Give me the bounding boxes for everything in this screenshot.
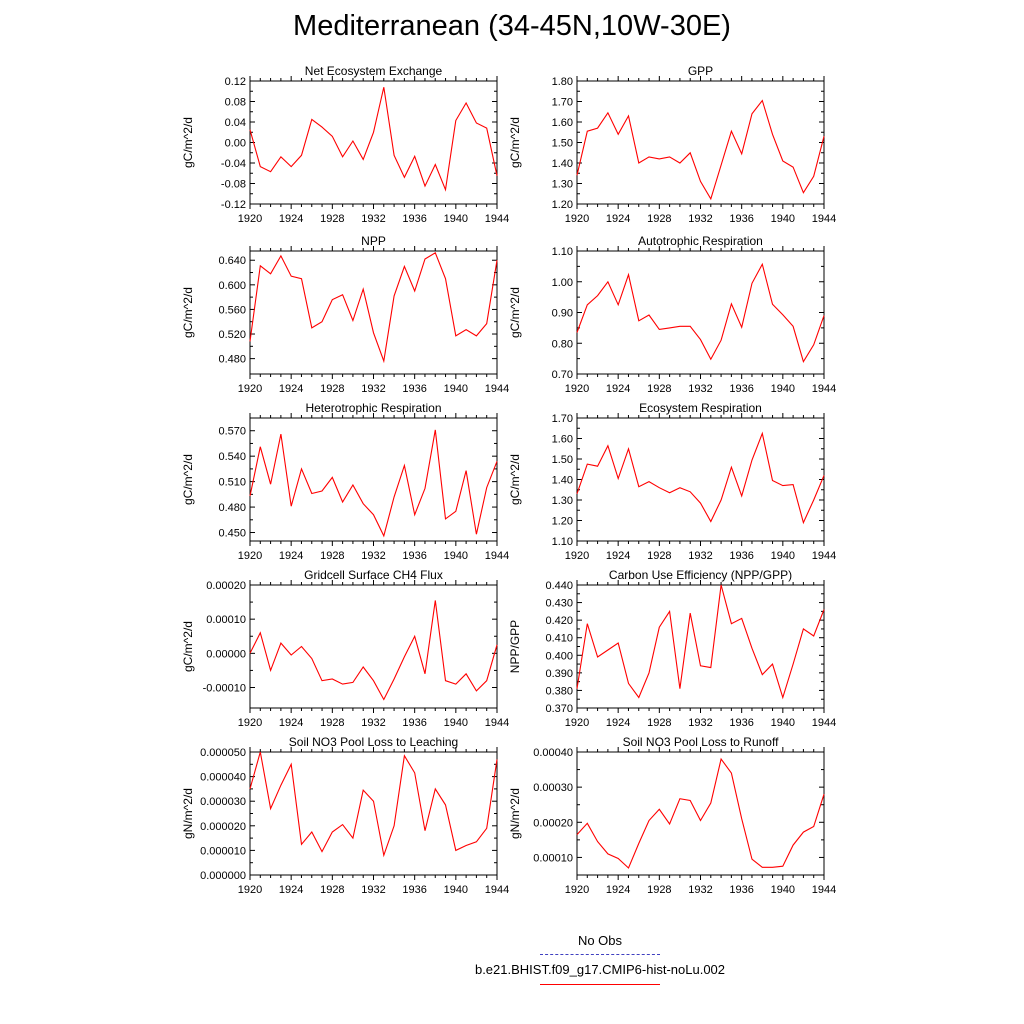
y-axis-label: gC/m^2/d bbox=[508, 287, 522, 338]
x-tick-label: 1940 bbox=[443, 550, 469, 562]
chart-panel-9 bbox=[508, 735, 836, 896]
x-tick-label: 1944 bbox=[484, 383, 510, 395]
y-tick-label: -0.00010 bbox=[202, 682, 246, 695]
x-tick-label: 1936 bbox=[402, 383, 427, 395]
y-tick-label: 1.00 bbox=[551, 276, 573, 289]
x-tick-label: 1940 bbox=[770, 213, 796, 225]
x-tick-label: 1920 bbox=[237, 213, 263, 225]
series-line bbox=[250, 87, 497, 190]
x-tick-label: 1920 bbox=[237, 550, 263, 562]
y-tick-label: -0.12 bbox=[220, 199, 246, 211]
series-line bbox=[577, 585, 824, 698]
legend-model-label: b.e21.BHIST.f09_g17.CMIP6-hist-noLu.002 bbox=[474, 962, 726, 977]
x-tick-label: 1936 bbox=[402, 550, 427, 562]
y-axis-label: gC/m^2/d bbox=[508, 454, 522, 505]
y-axis-label: gC/m^2/d bbox=[181, 621, 195, 672]
chart-title: Ecosystem Respiration bbox=[639, 401, 762, 415]
y-tick-label: 1.70 bbox=[551, 96, 573, 109]
chart-panel-7 bbox=[508, 568, 836, 729]
y-tick-label: 0.540 bbox=[218, 451, 246, 464]
x-tick-label: 1924 bbox=[605, 717, 631, 729]
chart-title: NPP bbox=[361, 234, 386, 248]
y-tick-label: 0.000020 bbox=[200, 820, 246, 833]
y-tick-label: 0.440 bbox=[545, 580, 573, 592]
x-tick-label: 1924 bbox=[278, 884, 304, 896]
x-tick-label: 1924 bbox=[278, 383, 304, 395]
y-tick-label: 0.00020 bbox=[206, 580, 246, 592]
x-tick-label: 1928 bbox=[320, 383, 345, 395]
y-axis-label: gC/m^2/d bbox=[181, 287, 195, 338]
x-tick-label: 1944 bbox=[811, 550, 837, 562]
x-tick-label: 1928 bbox=[320, 884, 345, 896]
x-tick-label: 1944 bbox=[484, 884, 510, 896]
y-tick-label: 0.520 bbox=[218, 329, 246, 342]
x-tick-label: 1928 bbox=[320, 717, 345, 729]
x-tick-label: 1940 bbox=[443, 884, 469, 896]
x-tick-label: 1936 bbox=[402, 213, 427, 225]
x-tick-label: 1940 bbox=[770, 383, 796, 395]
y-tick-label: 0.00 bbox=[224, 137, 246, 150]
y-tick-label: 1.60 bbox=[551, 433, 573, 446]
chart-title: Carbon Use Efficiency (NPP/GPP) bbox=[608, 568, 793, 582]
x-tick-label: 1924 bbox=[605, 550, 631, 562]
series-line bbox=[577, 264, 824, 362]
y-tick-label: 0.000030 bbox=[200, 796, 246, 809]
y-tick-label: 0.390 bbox=[545, 667, 573, 680]
y-tick-label: 0.380 bbox=[545, 685, 573, 698]
y-tick-label: 0.00020 bbox=[533, 817, 573, 830]
chart-panel-1 bbox=[508, 64, 836, 225]
y-tick-label: 0.04 bbox=[224, 117, 246, 129]
x-tick-label: 1940 bbox=[770, 884, 796, 896]
chart-panel-6 bbox=[181, 568, 509, 729]
chart-title: Gridcell Surface CH4 Flux bbox=[304, 568, 443, 582]
x-tick-label: 1920 bbox=[564, 717, 590, 729]
y-tick-label: 0.560 bbox=[218, 304, 246, 317]
y-tick-label: 0.00010 bbox=[206, 614, 246, 627]
x-tick-label: 1924 bbox=[278, 213, 304, 225]
chart-panel-3 bbox=[508, 234, 836, 395]
y-tick-label: 0.570 bbox=[218, 425, 246, 438]
x-tick-label: 1944 bbox=[811, 884, 837, 896]
y-tick-label: 1.50 bbox=[551, 137, 573, 150]
y-tick-label: 0.80 bbox=[551, 338, 573, 351]
y-tick-label: 0.00000 bbox=[206, 648, 246, 661]
x-tick-label: 1944 bbox=[484, 717, 510, 729]
x-tick-label: 1940 bbox=[770, 550, 796, 562]
x-tick-label: 1932 bbox=[688, 550, 713, 562]
series-line bbox=[250, 752, 497, 855]
plot-frame bbox=[250, 251, 497, 374]
x-tick-label: 1932 bbox=[361, 717, 386, 729]
x-tick-label: 1944 bbox=[811, 717, 837, 729]
y-tick-label: 1.60 bbox=[551, 117, 573, 129]
series-line bbox=[250, 600, 497, 699]
y-tick-label: 1.30 bbox=[551, 178, 573, 191]
x-tick-label: 1932 bbox=[361, 884, 386, 896]
x-tick-label: 1920 bbox=[237, 717, 263, 729]
y-tick-label: 0.400 bbox=[545, 650, 573, 663]
series-line bbox=[577, 433, 824, 522]
x-tick-label: 1920 bbox=[564, 550, 590, 562]
series-line bbox=[250, 430, 497, 536]
x-tick-label: 1924 bbox=[605, 383, 631, 395]
x-tick-label: 1928 bbox=[647, 884, 672, 896]
y-tick-label: 0.08 bbox=[224, 96, 246, 109]
y-axis-label: gN/m^2/d bbox=[508, 788, 522, 839]
y-tick-label: 0.600 bbox=[218, 279, 246, 292]
x-tick-label: 1920 bbox=[237, 884, 263, 896]
x-tick-label: 1928 bbox=[647, 717, 672, 729]
plot-frame bbox=[577, 418, 824, 541]
y-tick-label: 0.000010 bbox=[200, 845, 246, 858]
series-line bbox=[577, 759, 824, 868]
y-axis-label: gC/m^2/d bbox=[508, 117, 522, 168]
plot-frame bbox=[250, 752, 497, 875]
y-tick-label: 1.70 bbox=[551, 413, 573, 425]
plot-frame bbox=[577, 251, 824, 374]
x-tick-label: 1944 bbox=[811, 383, 837, 395]
y-tick-label: 0.00040 bbox=[533, 747, 573, 759]
y-tick-label: 0.480 bbox=[218, 353, 246, 366]
x-tick-label: 1928 bbox=[647, 550, 672, 562]
chart-title: GPP bbox=[687, 64, 714, 78]
x-tick-label: 1936 bbox=[729, 884, 754, 896]
x-tick-label: 1932 bbox=[688, 884, 713, 896]
x-tick-label: 1924 bbox=[278, 717, 304, 729]
page-title: Mediterranean (34-45N,10W-30E) bbox=[293, 10, 731, 42]
y-axis-label: NPP/GPP bbox=[508, 619, 522, 674]
x-tick-label: 1944 bbox=[811, 213, 837, 225]
y-tick-label: 0.640 bbox=[218, 255, 246, 268]
x-tick-label: 1920 bbox=[237, 383, 263, 395]
y-tick-label: 0.70 bbox=[551, 369, 573, 381]
chart-panel-8 bbox=[181, 735, 509, 896]
legend-obs-line bbox=[540, 954, 660, 955]
chart-panel-4 bbox=[181, 401, 509, 562]
x-tick-label: 1940 bbox=[443, 717, 469, 729]
chart-title: Soil NO3 Pool Loss to Runoff bbox=[622, 735, 779, 749]
y-tick-label: 1.10 bbox=[551, 536, 573, 548]
y-tick-label: 0.90 bbox=[551, 307, 573, 320]
x-tick-label: 1928 bbox=[320, 550, 345, 562]
chart-panel-0 bbox=[181, 64, 509, 225]
x-tick-label: 1932 bbox=[688, 383, 713, 395]
legend-model-line bbox=[540, 984, 660, 985]
y-tick-label: 1.40 bbox=[551, 474, 573, 487]
x-tick-label: 1940 bbox=[770, 717, 796, 729]
x-tick-label: 1944 bbox=[484, 213, 510, 225]
y-tick-label: 0.510 bbox=[218, 476, 246, 489]
y-tick-label: 0.000050 bbox=[200, 747, 246, 759]
y-tick-label: 0.00030 bbox=[533, 782, 573, 795]
x-tick-label: 1932 bbox=[361, 550, 386, 562]
series-line bbox=[577, 101, 824, 199]
y-tick-label: 0.410 bbox=[545, 632, 573, 645]
y-tick-label: 0.430 bbox=[545, 597, 573, 610]
y-tick-label: 0.450 bbox=[218, 527, 246, 540]
x-tick-label: 1936 bbox=[729, 383, 754, 395]
y-tick-label: 0.12 bbox=[224, 76, 246, 88]
y-tick-label: 0.420 bbox=[545, 615, 573, 628]
x-tick-label: 1932 bbox=[361, 383, 386, 395]
chart-title: Heterotrophic Respiration bbox=[305, 401, 442, 415]
y-tick-label: -0.08 bbox=[220, 178, 246, 191]
x-tick-label: 1936 bbox=[402, 717, 427, 729]
plot-frame bbox=[577, 585, 824, 708]
x-tick-label: 1940 bbox=[443, 213, 469, 225]
series-line bbox=[250, 253, 497, 361]
y-tick-label: 0.370 bbox=[545, 703, 573, 715]
x-tick-label: 1932 bbox=[688, 717, 713, 729]
chart-title: Soil NO3 Pool Loss to Leaching bbox=[288, 735, 459, 749]
y-tick-label: 1.20 bbox=[551, 515, 573, 528]
legend-obs-label: No Obs bbox=[577, 933, 623, 948]
y-axis-label: gC/m^2/d bbox=[181, 117, 195, 168]
y-tick-label: -0.04 bbox=[220, 158, 246, 170]
x-tick-label: 1920 bbox=[564, 213, 590, 225]
y-tick-label: 0.00010 bbox=[533, 852, 573, 865]
y-tick-label: 0.000000 bbox=[200, 870, 246, 882]
chart-title: Net Ecosystem Exchange bbox=[304, 64, 443, 78]
y-tick-label: 1.20 bbox=[551, 199, 573, 211]
chart-title: Autotrophic Respiration bbox=[638, 234, 763, 248]
x-tick-label: 1928 bbox=[647, 213, 672, 225]
y-tick-label: 1.40 bbox=[551, 158, 573, 170]
y-tick-label: 1.80 bbox=[551, 76, 573, 88]
x-tick-label: 1936 bbox=[402, 884, 427, 896]
plot-frame bbox=[577, 81, 824, 204]
x-tick-label: 1940 bbox=[443, 383, 469, 395]
x-tick-label: 1920 bbox=[564, 383, 590, 395]
x-tick-label: 1936 bbox=[729, 550, 754, 562]
x-tick-label: 1924 bbox=[605, 213, 631, 225]
x-tick-label: 1928 bbox=[320, 213, 345, 225]
y-tick-label: 1.10 bbox=[551, 246, 573, 258]
y-tick-label: 0.480 bbox=[218, 502, 246, 515]
x-tick-label: 1932 bbox=[688, 213, 713, 225]
chart-panel-2 bbox=[181, 234, 509, 395]
plot-frame bbox=[250, 585, 497, 708]
plot-frame bbox=[250, 81, 497, 204]
y-tick-label: 1.30 bbox=[551, 495, 573, 507]
y-axis-label: gN/m^2/d bbox=[181, 788, 195, 839]
y-tick-label: 1.50 bbox=[551, 454, 573, 466]
x-tick-label: 1932 bbox=[361, 213, 386, 225]
x-tick-label: 1936 bbox=[729, 717, 754, 729]
x-tick-label: 1924 bbox=[605, 884, 631, 896]
x-tick-label: 1944 bbox=[484, 550, 510, 562]
x-tick-label: 1920 bbox=[564, 884, 590, 896]
x-tick-label: 1936 bbox=[729, 213, 754, 225]
y-axis-label: gC/m^2/d bbox=[181, 454, 195, 505]
y-tick-label: 0.000040 bbox=[200, 771, 246, 784]
x-tick-label: 1928 bbox=[647, 383, 672, 395]
x-tick-label: 1924 bbox=[278, 550, 304, 562]
chart-panel-5 bbox=[508, 401, 836, 562]
